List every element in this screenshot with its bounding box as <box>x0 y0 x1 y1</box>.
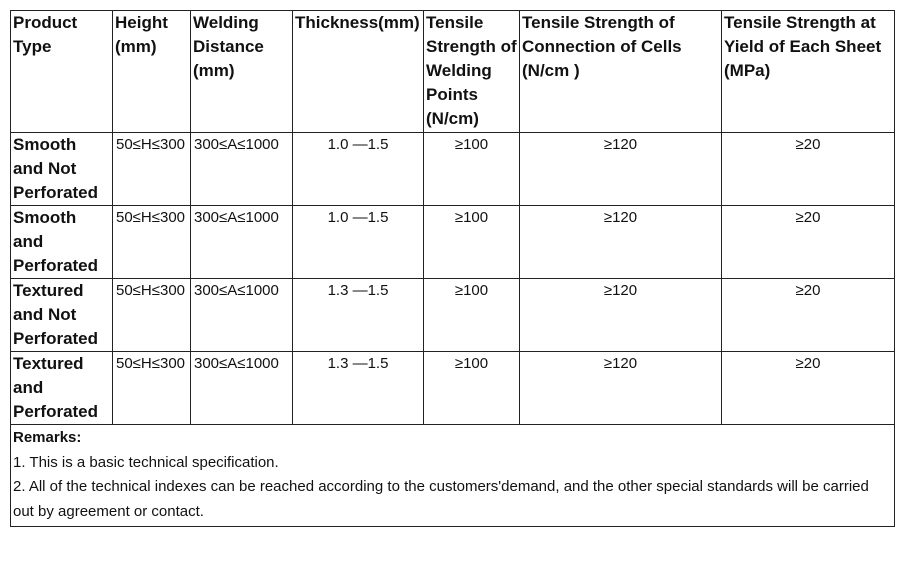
cell-height: 50≤H≤300 <box>113 352 191 425</box>
cell-welding-distance: 300≤A≤1000 <box>191 133 293 206</box>
cell-cell-connection-strength: ≥120 <box>520 206 722 279</box>
cell-cell-connection-strength: ≥120 <box>520 352 722 425</box>
cell-weld-point-strength: ≥100 <box>424 279 520 352</box>
header-yield-strength: Tensile Strength at Yield of Each Sheet (MPa) <box>722 11 895 133</box>
cell-welding-distance: 300≤A≤1000 <box>191 352 293 425</box>
header-row <box>11 11 895 133</box>
header-product-type: Product Type <box>11 11 113 133</box>
cell-cell-connection-strength: ≥120 <box>520 279 722 352</box>
cell-yield-strength: ≥20 <box>722 352 895 425</box>
remark-line-1: 1. This is a basic technical specification. <box>13 453 279 471</box>
cell-height: 50≤H≤300 <box>113 279 191 352</box>
cell-product-type: Textured and Not Perforated <box>11 279 113 352</box>
cell-thickness: 1.3 —1.5 <box>293 352 424 425</box>
table-row <box>11 352 895 425</box>
cell-welding-distance: 300≤A≤1000 <box>191 279 293 352</box>
cell-thickness: 1.3 —1.5 <box>293 279 424 352</box>
cell-product-type: Textured and Perforated <box>11 352 113 425</box>
remarks-row <box>11 425 895 527</box>
cell-yield-strength: ≥20 <box>722 133 895 206</box>
header-cell-connection-strength: Tensile Strength of Connection of Cells (N/cm ) <box>520 11 722 133</box>
cell-yield-strength: ≥20 <box>722 279 895 352</box>
table-row <box>11 279 895 352</box>
cell-weld-point-strength: ≥100 <box>424 352 520 425</box>
cell-cell-connection-strength: ≥120 <box>520 133 722 206</box>
header-height: Height (mm) <box>113 11 191 133</box>
cell-thickness: 1.0 —1.5 <box>293 133 424 206</box>
cell-thickness: 1.0 —1.5 <box>293 206 424 279</box>
cell-welding-distance: 300≤A≤1000 <box>191 206 293 279</box>
cell-height: 50≤H≤300 <box>113 206 191 279</box>
table-row <box>11 206 895 279</box>
cell-product-type: Smooth and Perforated <box>11 206 113 279</box>
cell-height: 50≤H≤300 <box>113 133 191 206</box>
header-thickness: Thickness(mm) <box>293 11 424 133</box>
spec-table <box>10 10 895 527</box>
cell-yield-strength: ≥20 <box>722 206 895 279</box>
remarks-title: Remarks: <box>13 429 82 446</box>
header-welding-distance: Welding Distance (mm) <box>191 11 293 133</box>
header-weld-point-strength: Tensile Strength of Welding Points (N/cm) <box>424 11 520 133</box>
cell-product-type: Smooth and Not Perforated <box>11 133 113 206</box>
remarks-cell <box>11 425 895 527</box>
cell-weld-point-strength: ≥100 <box>424 133 520 206</box>
table-row <box>11 133 895 206</box>
cell-weld-point-strength: ≥100 <box>424 206 520 279</box>
remark-line-2: 2. All of the technical indexes can be reached according to the customers'demand, and the other special standards will be carried out by agreement or contact. <box>13 478 869 520</box>
